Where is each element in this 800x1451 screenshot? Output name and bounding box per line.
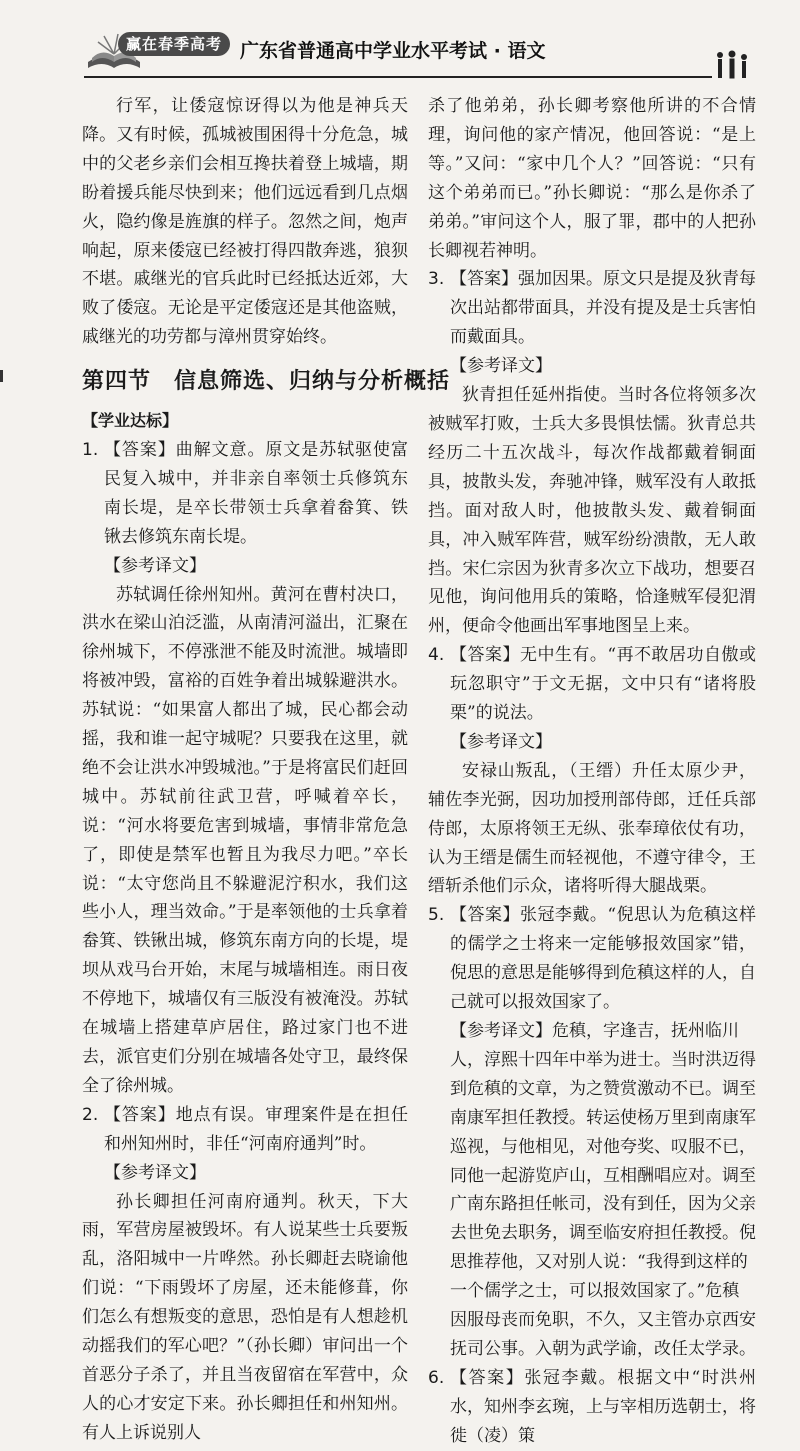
page-header: [0, 0, 800, 82]
item-number: 2.: [82, 1104, 99, 1125]
translation-paragraph: 【参考译文】危稹，字逢吉，抚州临川人，淳熙十四年中举为进士。当时洪迈得到危稹的文章，为之赞赏激动不已。调至南康军担任教授。转运使杨万里到南康军巡视，与他相见，对他夸奖、叹服不已，同他一起游览庐山，互相酬唱应对。调至广南东路担任帐司，没有到任，因为父亲去世免去职务，调至临安府担任教授。倪思推荐他，又对别人说：“我得到这样的一个儒学之士，可以报效国家了。”危稹因服母丧而免职，不久，又主管办京西安抚司公事。入朝为武学谕，改任太学录。: [450, 1021, 756, 1359]
answer-item: [428, 641, 756, 728]
answer-text: 【答案】曲解文意。原文是苏轼驱使富民复入城中，并非亲自率领士兵修筑东南长堤，是卒长带领士兵拿着畚箕、铁锹去修筑东南长堤。: [104, 439, 408, 547]
left-column: [82, 92, 451, 1448]
answer-text: 【答案】地点有误。审理案件是在担任和州知州时，非任“河南府通判”时。: [104, 1104, 408, 1154]
binding-mark: [0, 370, 3, 382]
answer-item: [428, 1364, 756, 1451]
translation-paragraph: 安禄山叛乱，（王缙）升任太原少尹，辅佐李光弼，因功加授刑部侍郎，迁任兵部侍郎，太原将领王无纵、张奉璋依仗有功，认为王缙是儒生而轻视他，不遵守律令，王缙斩杀他们示众，诸将听得大腿战栗。: [428, 760, 756, 897]
logo: [84, 28, 232, 78]
section-title: 第四节 信息筛选、归纳与分析概括: [82, 369, 451, 395]
people-icon: [712, 50, 754, 80]
answer-item: [82, 436, 408, 552]
translation-paragraph: 苏轼调任徐州知州。黄河在曹村决口，洪水在梁山泊泛滥，从南清河溢出，汇聚在徐州城下，不停涨泄不能及时流泄。城墙即将被冲毁，富裕的百姓争着出城躲避洪水。苏轼说：“如果富人都出了城，民心都会动摇，我和谁一起守城呢？只要我在这里，就绝不会让洪水冲毁城池。”于是将富民们赶回城中。苏轼前往武卫营，呼喊着卒长，说：“河水将要危害到城墙，事情非常危急了，即使是禁军也暂且为我尽力吧。”卒长说：“太守您尚且不躲避泥泞积水，我们这些小人，理当效命。”于是率领他的士兵拿着畚箕、铁锹出城，修筑东南方向的长堤，堤坝从戏马台开始，末尾与城墙相连。雨日夜不停地下，城墙仅有三版没有被淹没。苏轼在城墙上搭建草庐居住，路过家门也不进去，派官吏们分别在城墙各处守卫，最终保全了徐州城。: [82, 584, 408, 1096]
translation-paragraph: 孙长卿担任河南府通判。秋天，下大雨，军营房屋被毁坏。有人说某些士兵要叛乱，洛阳城中一片哗然。孙长卿赶去晓谕他们说：“下雨毁坏了房屋，还未能修葺，你们怎么有想叛变的意思，恐怕是有人想趁机动摇我们的军心吧？”（孙长卿）审问出一个首恶分子杀了，并且当夜留宿在军营中，众人的心才安定下来。孙长卿担任和州知州。有人上诉说别人: [82, 1191, 408, 1443]
answer-item: [82, 1101, 408, 1159]
page-header-title: 广东省普通高中学业水平考试 · 语文: [240, 40, 546, 62]
reference-label: 【参考译文】: [104, 555, 206, 576]
answer-text: 【答案】无中生有。“再不敢居功自傲或玩忽职守”于文无据，文中只有“诸将股栗”的说法。: [450, 645, 756, 724]
item-number: 1.: [82, 439, 99, 460]
right-column: [428, 92, 756, 1451]
brand-badge: 赢在春季高考: [118, 32, 230, 56]
item-number: 4.: [428, 645, 445, 666]
answer-item: [428, 901, 756, 1017]
reference-label: 【参考译文】: [450, 731, 552, 752]
answer-text: 【答案】强加因果。原文只是提及狄青每次出站都带面具，并没有提及是士兵害怕而戴面具。: [450, 269, 756, 348]
item-number: 3.: [428, 269, 445, 290]
continued-paragraph: 杀了他弟弟，孙长卿考察他所讲的不合情理，询问他的家产情况，他回答说：“是上等。”又问：“家中几个人？”回答说：“只有这个弟弟而已。”孙长卿说：“那么是你杀了弟弟。”审问这个人，服了罪，郡中的人把孙长卿视若神明。: [428, 96, 756, 261]
translation-paragraph: 狄青担任延州指使。当时各位将领多次被贼军打败，士兵大多畏惧怯懦。狄青总共经历二十五次战斗，每次作战都戴着铜面具，披散头发，奔驰冲锋，贼军没有人敢抵挡。面对敌人时，他披散头发、戴着铜面具，冲入贼军阵营，贼军纷纷溃散，无人敢挡。宋仁宗因为狄青多次立下战功，想要召见他，询问他用兵的策略，恰逢贼军侵犯渭州，便命令他画出军事地图呈上来。: [428, 385, 756, 637]
intro-paragraph: 行军，让倭寇惊讶得以为他是神兵天降。又有时候，孤城被围困得十分危急，城中的父老乡亲们会相互搀扶着登上城墙，期盼着援兵能尽快到来；他们远远看到几点烟火，隐约像是旌旗的样子。忽然之间，炮声响起，原来倭寇已经被打得四散奔逃，狼狈不堪。戚继光的官兵此时已经抵达近郊，大败了倭寇。无论是平定倭寇还是其他盗贼，戚继光的功劳都与漳州贯穿始终。: [82, 96, 408, 348]
reference-label: 【参考译文】: [450, 356, 552, 377]
answer-text: 【答案】张冠李戴。“倪思认为危稹这样的儒学之士将来一定能够报效国家”错，倪思的意思是能够得到危稹这样的人，自己就可以报效国家了。: [450, 905, 756, 1013]
answer-item: [428, 265, 756, 352]
answer-text: 【答案】张冠李戴。根据文中“时洪州水，知州李玄琬，上与宰相历选朝士，将徙（凌）策: [450, 1367, 756, 1446]
item-number: 6.: [428, 1367, 445, 1388]
sub-heading: 【学业达标】: [82, 411, 179, 431]
item-number: 5.: [428, 905, 445, 926]
reference-label: 【参考译文】: [104, 1162, 206, 1183]
header-divider: [84, 76, 712, 78]
